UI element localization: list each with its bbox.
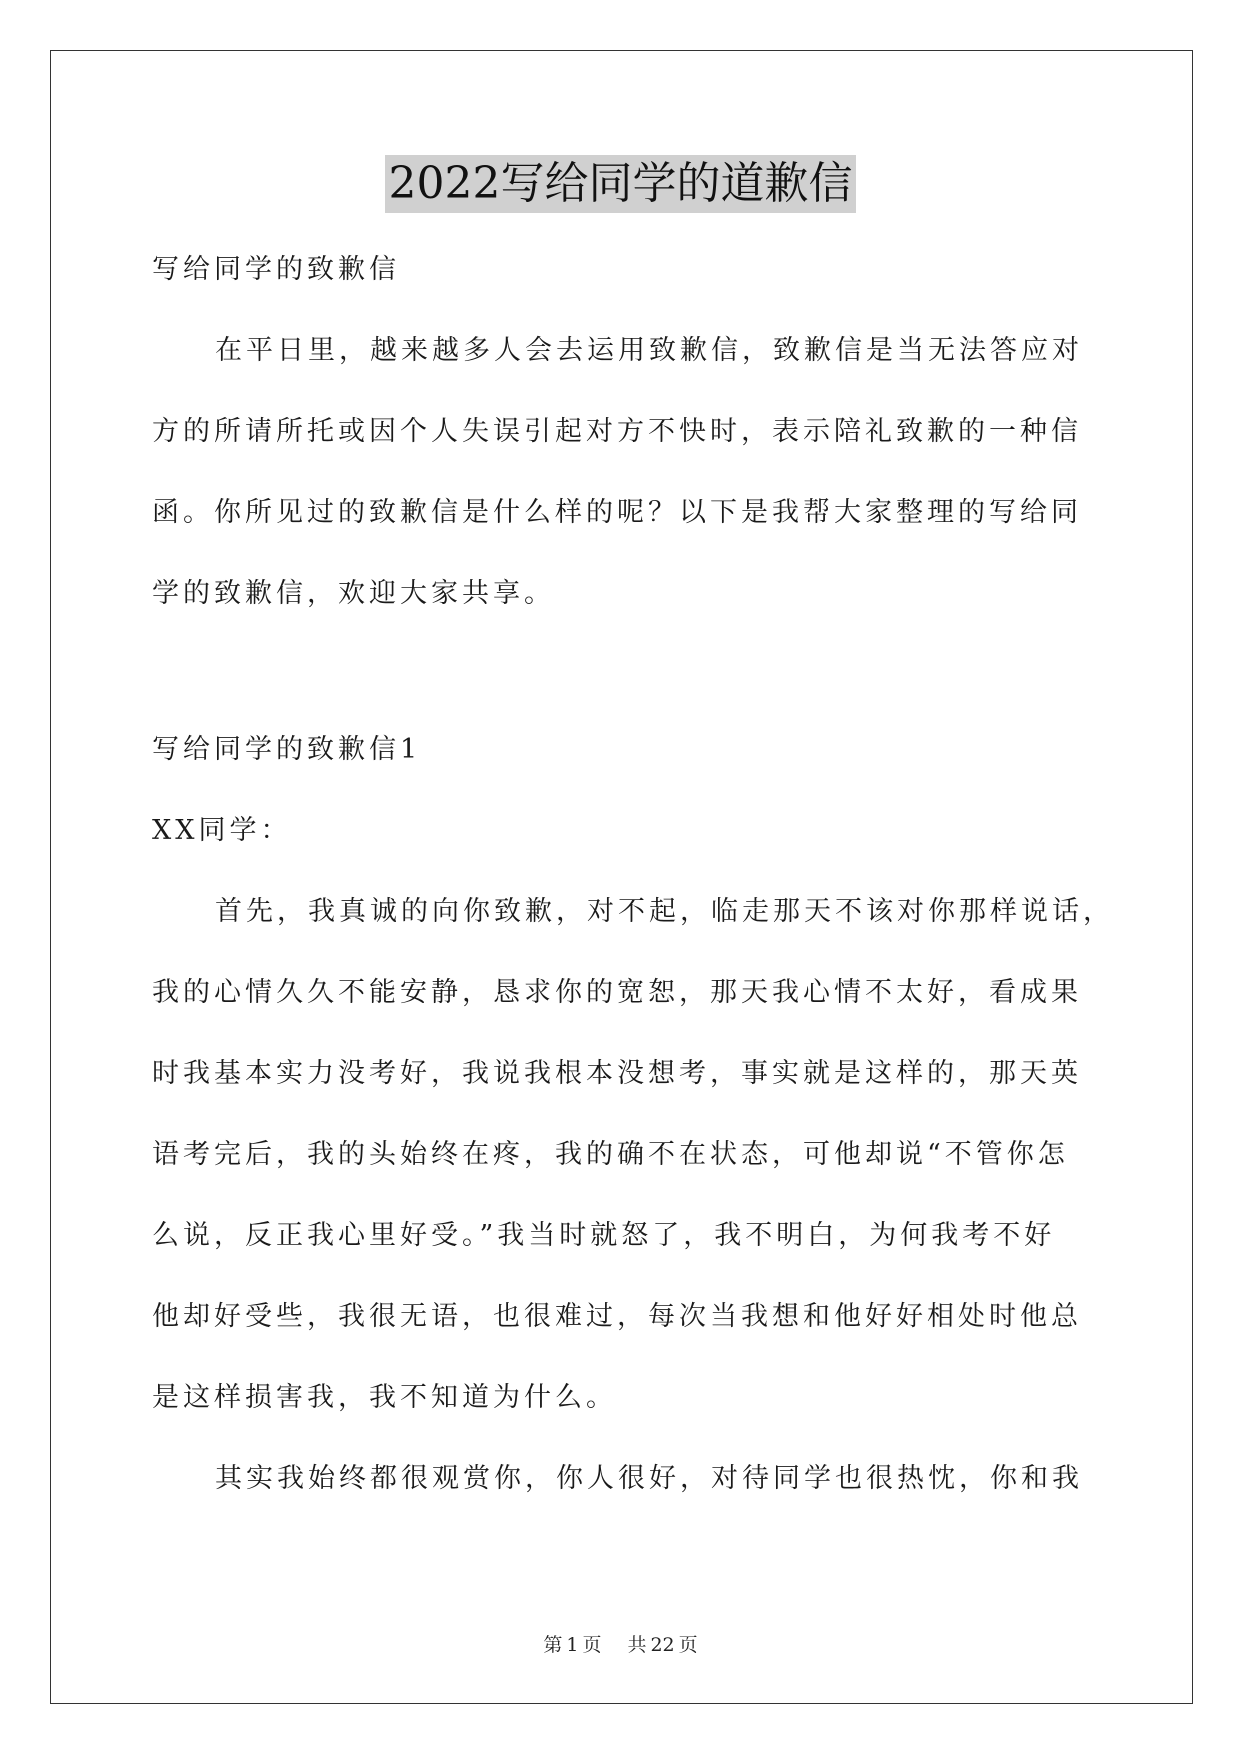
total-pages-suffix: 页 [678,1634,698,1656]
page-footer [0,1630,1241,1657]
text-line: 我的心情久久不能安静，恳求你的宽恕，那天我心情不太好，看成果 [152,977,1082,1008]
text-line: 时我基本实力没考好，我说我根本没想考，事实就是这样的，那天英 [152,1058,1082,1089]
text-line: 学的致歉信，欢迎大家共享。 [152,578,555,609]
text-line: 方的所请所托或因个人失误引起对方不快时，表示陪礼致歉的一种信 [152,416,1082,447]
text-line: 其实我始终都很观赏你，你人很好，对待同学也很热忱，你和我 [215,1463,1083,1494]
document-title: 2022写给同学的道歉信 [385,155,857,213]
text-line: 语考完后，我的头始终在疼，我的确不在状态，可他却说“不管你怎 [152,1139,1069,1170]
text-line: 他却好受些，我很无语，也很难过，每次当我想和他好好相处时他总 [152,1301,1082,1332]
text-line: 首先，我真诚的向你致歉，对不起，临走那天不该对你那样说话， [215,896,1114,927]
total-pages-prefix: 共 [627,1634,647,1656]
text-line: 函。你所见过的致歉信是什么样的呢？以下是我帮大家整理的写给同 [152,497,1082,528]
page-number: 1 [566,1634,579,1656]
paragraph-gap [152,655,1102,730]
document-body [152,250,1114,1540]
text-line: 写给同学的致歉信 [152,254,400,285]
title-container [0,155,1241,213]
text-line: 写给同学的致歉信1 [152,734,422,765]
total-pages: 22 [650,1634,675,1656]
text-line: 么说，反正我心里好受。”我当时就怒了，我不明白，为何我考不好 [152,1220,1056,1251]
page-label-prefix: 第 [543,1634,563,1656]
text-line: 在平日里，越来越多人会去运用致歉信，致歉信是当无法答应对 [215,335,1083,366]
text-line: XX同学： [152,815,292,846]
text-line: 是这样损害我，我不知道为什么。 [152,1382,617,1413]
page-label-suffix: 页 [582,1634,602,1656]
